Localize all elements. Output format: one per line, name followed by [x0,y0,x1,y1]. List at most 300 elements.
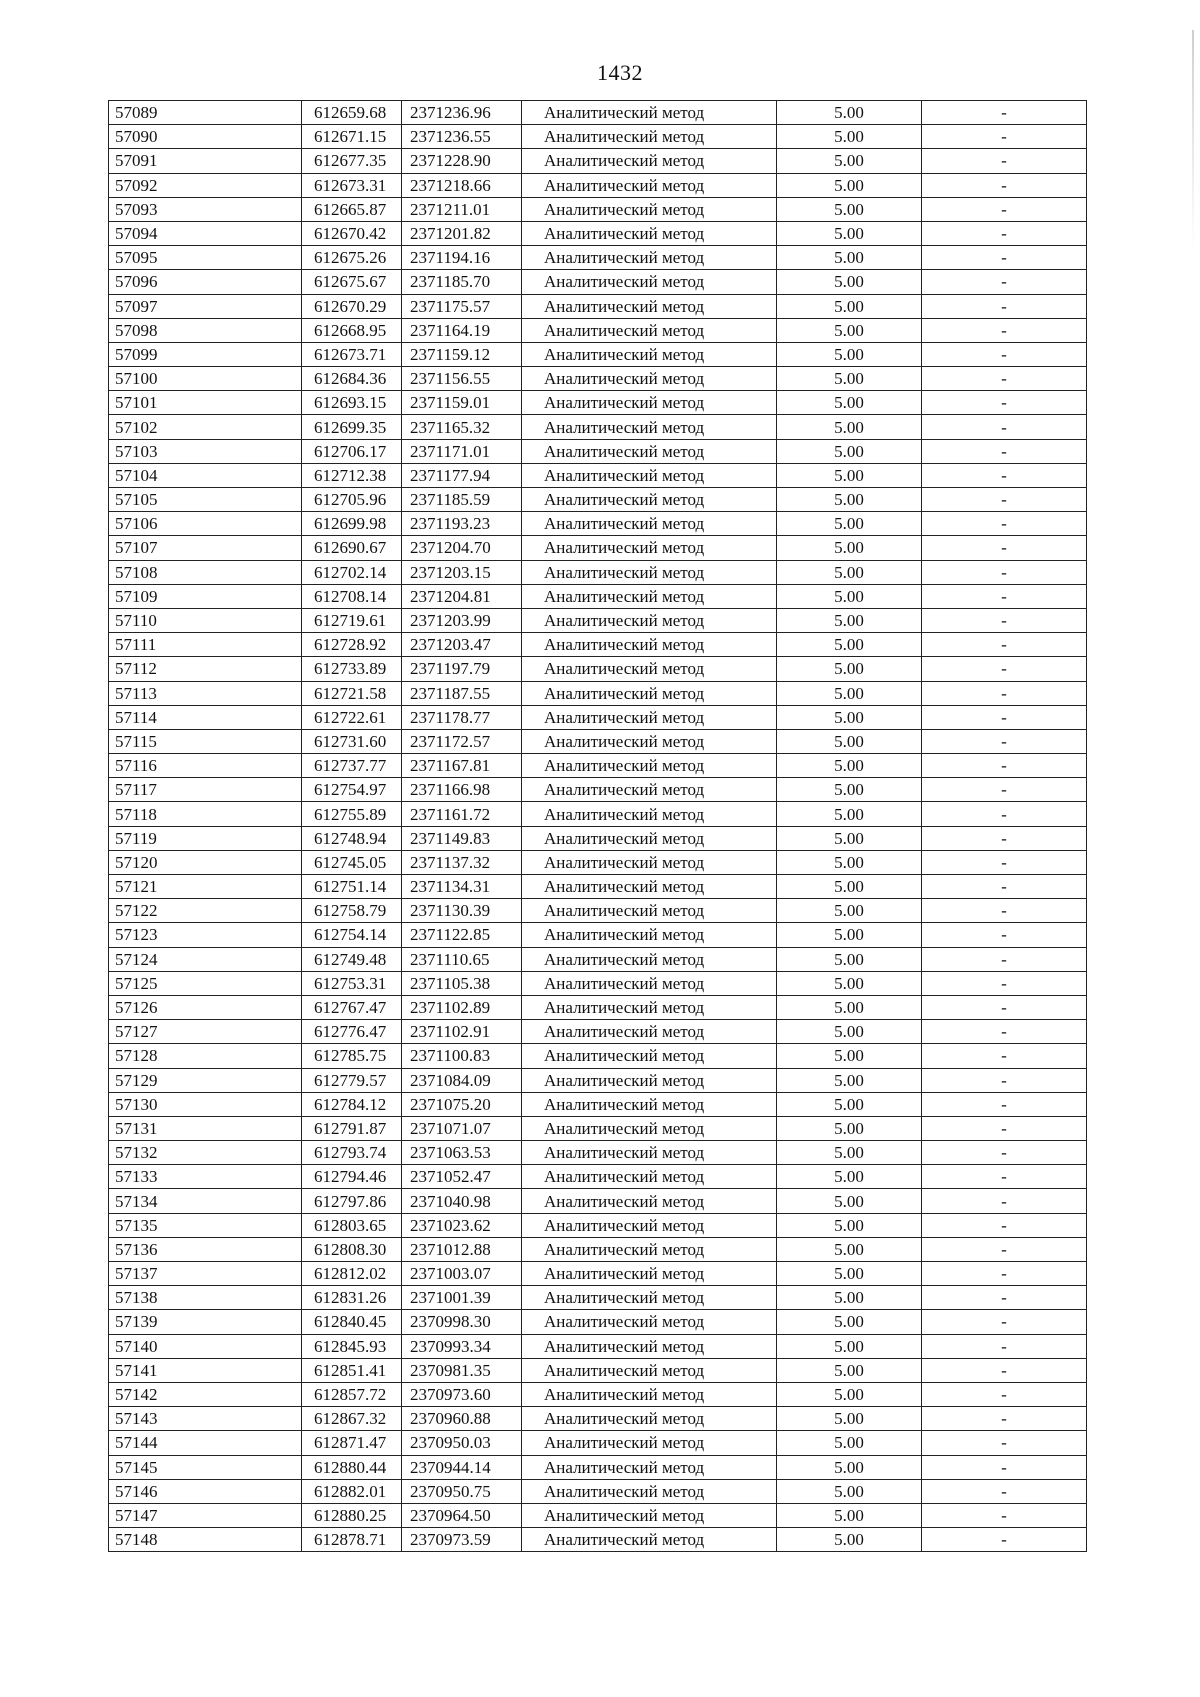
point-number-cell: 57106 [109,512,302,536]
method-cell: Аналитический метод [522,488,777,512]
accuracy-cell: 5.00 [777,101,922,125]
y-coordinate-cell: 2371218.66 [402,173,522,197]
table-row [109,512,1087,536]
y-coordinate-cell: 2370944.14 [402,1455,522,1479]
point-number-cell: 57135 [109,1213,302,1237]
note-cell: - [922,125,1087,149]
point-number-cell: 57116 [109,754,302,778]
accuracy-cell: 5.00 [777,173,922,197]
method-cell: Аналитический метод [522,197,777,221]
note-cell: - [922,1262,1087,1286]
table-row [109,1286,1087,1310]
table-row [109,101,1087,125]
note-cell: - [922,342,1087,366]
accuracy-cell: 5.00 [777,1165,922,1189]
method-cell: Аналитический метод [522,1431,777,1455]
x-coordinate-cell: 612867.32 [302,1407,402,1431]
accuracy-cell: 5.00 [777,294,922,318]
y-coordinate-cell: 2370993.34 [402,1334,522,1358]
accuracy-cell: 5.00 [777,1310,922,1334]
point-number-cell: 57144 [109,1431,302,1455]
method-cell: Аналитический метод [522,705,777,729]
note-cell: - [922,899,1087,923]
table-row [109,1455,1087,1479]
method-cell: Аналитический метод [522,125,777,149]
method-cell: Аналитический метод [522,173,777,197]
x-coordinate-cell: 612670.42 [302,221,402,245]
point-number-cell: 57109 [109,584,302,608]
point-number-cell: 57094 [109,221,302,245]
table-row [109,923,1087,947]
method-cell: Аналитический метод [522,802,777,826]
point-number-cell: 57104 [109,463,302,487]
method-cell: Аналитический метод [522,318,777,342]
x-coordinate-cell: 612721.58 [302,681,402,705]
point-number-cell: 57129 [109,1068,302,1092]
note-cell: - [922,367,1087,391]
point-number-cell: 57091 [109,149,302,173]
y-coordinate-cell: 2371164.19 [402,318,522,342]
y-coordinate-cell: 2371178.77 [402,705,522,729]
note-cell: - [922,294,1087,318]
point-number-cell: 57126 [109,995,302,1019]
table-row [109,971,1087,995]
method-cell: Аналитический метод [522,221,777,245]
point-number-cell: 57136 [109,1237,302,1261]
x-coordinate-cell: 612779.57 [302,1068,402,1092]
accuracy-cell: 5.00 [777,705,922,729]
table-row [109,1165,1087,1189]
method-cell: Аналитический метод [522,246,777,270]
y-coordinate-cell: 2371167.81 [402,754,522,778]
table-row [109,560,1087,584]
y-coordinate-cell: 2371122.85 [402,923,522,947]
method-cell: Аналитический метод [522,1382,777,1406]
point-number-cell: 57113 [109,681,302,705]
y-coordinate-cell: 2371194.16 [402,246,522,270]
x-coordinate-cell: 612690.67 [302,536,402,560]
method-cell: Аналитический метод [522,270,777,294]
method-cell: Аналитический метод [522,681,777,705]
accuracy-cell: 5.00 [777,342,922,366]
x-coordinate-cell: 612785.75 [302,1044,402,1068]
accuracy-cell: 5.00 [777,1237,922,1261]
note-cell: - [922,1310,1087,1334]
accuracy-cell: 5.00 [777,633,922,657]
point-number-cell: 57101 [109,391,302,415]
point-number-cell: 57098 [109,318,302,342]
y-coordinate-cell: 2370964.50 [402,1503,522,1527]
point-number-cell: 57095 [109,246,302,270]
x-coordinate-cell: 612722.61 [302,705,402,729]
table-row [109,1334,1087,1358]
y-coordinate-cell: 2371110.65 [402,947,522,971]
table-row [109,1237,1087,1261]
x-coordinate-cell: 612753.31 [302,971,402,995]
point-number-cell: 57119 [109,826,302,850]
table-row [109,439,1087,463]
table-row [109,608,1087,632]
point-number-cell: 57117 [109,778,302,802]
x-coordinate-cell: 612831.26 [302,1286,402,1310]
y-coordinate-cell: 2371156.55 [402,367,522,391]
x-coordinate-cell: 612882.01 [302,1479,402,1503]
table-row [109,729,1087,753]
table-row [109,1528,1087,1552]
y-coordinate-cell: 2371185.59 [402,488,522,512]
x-coordinate-cell: 612673.31 [302,173,402,197]
accuracy-cell: 5.00 [777,995,922,1019]
accuracy-cell: 5.00 [777,149,922,173]
x-coordinate-cell: 612871.47 [302,1431,402,1455]
accuracy-cell: 5.00 [777,1479,922,1503]
method-cell: Аналитический метод [522,923,777,947]
y-coordinate-cell: 2371185.70 [402,270,522,294]
table-row [109,1044,1087,1068]
note-cell: - [922,173,1087,197]
note-cell: - [922,802,1087,826]
x-coordinate-cell: 612675.67 [302,270,402,294]
point-number-cell: 57103 [109,439,302,463]
accuracy-cell: 5.00 [777,221,922,245]
method-cell: Аналитический метод [522,439,777,463]
accuracy-cell: 5.00 [777,1213,922,1237]
method-cell: Аналитический метод [522,294,777,318]
y-coordinate-cell: 2371203.99 [402,608,522,632]
table-row [109,633,1087,657]
table-row [109,1407,1087,1431]
x-coordinate-cell: 612728.92 [302,633,402,657]
y-coordinate-cell: 2371204.81 [402,584,522,608]
y-coordinate-cell: 2371012.88 [402,1237,522,1261]
note-cell: - [922,463,1087,487]
point-number-cell: 57121 [109,875,302,899]
y-coordinate-cell: 2371102.89 [402,995,522,1019]
point-number-cell: 57089 [109,101,302,125]
method-cell: Аналитический метод [522,1455,777,1479]
method-cell: Аналитический метод [522,1116,777,1140]
y-coordinate-cell: 2371100.83 [402,1044,522,1068]
point-number-cell: 57125 [109,971,302,995]
table-row [109,657,1087,681]
note-cell: - [922,1068,1087,1092]
note-cell: - [922,1382,1087,1406]
x-coordinate-cell: 612708.14 [302,584,402,608]
accuracy-cell: 5.00 [777,1092,922,1116]
table-row [109,221,1087,245]
accuracy-cell: 5.00 [777,536,922,560]
x-coordinate-cell: 612702.14 [302,560,402,584]
method-cell: Аналитический метод [522,995,777,1019]
method-cell: Аналитический метод [522,875,777,899]
table-row [109,754,1087,778]
accuracy-cell: 5.00 [777,608,922,632]
method-cell: Аналитический метод [522,971,777,995]
x-coordinate-cell: 612754.14 [302,923,402,947]
y-coordinate-cell: 2370998.30 [402,1310,522,1334]
accuracy-cell: 5.00 [777,947,922,971]
y-coordinate-cell: 2371134.31 [402,875,522,899]
point-number-cell: 57145 [109,1455,302,1479]
accuracy-cell: 5.00 [777,415,922,439]
table-row [109,318,1087,342]
x-coordinate-cell: 612758.79 [302,899,402,923]
note-cell: - [922,536,1087,560]
method-cell: Аналитический метод [522,899,777,923]
x-coordinate-cell: 612797.86 [302,1189,402,1213]
method-cell: Аналитический метод [522,101,777,125]
note-cell: - [922,754,1087,778]
y-coordinate-cell: 2371203.47 [402,633,522,657]
x-coordinate-cell: 612767.47 [302,995,402,1019]
x-coordinate-cell: 612755.89 [302,802,402,826]
x-coordinate-cell: 612794.46 [302,1165,402,1189]
x-coordinate-cell: 612748.94 [302,826,402,850]
note-cell: - [922,1358,1087,1382]
table-row [109,826,1087,850]
accuracy-cell: 5.00 [777,1358,922,1382]
note-cell: - [922,1455,1087,1479]
x-coordinate-cell: 612784.12 [302,1092,402,1116]
accuracy-cell: 5.00 [777,1503,922,1527]
x-coordinate-cell: 612668.95 [302,318,402,342]
point-number-cell: 57096 [109,270,302,294]
table-row [109,270,1087,294]
note-cell: - [922,1334,1087,1358]
table-row [109,584,1087,608]
accuracy-cell: 5.00 [777,875,922,899]
point-number-cell: 57105 [109,488,302,512]
scan-edge-mark [1192,30,1194,250]
note-cell: - [922,1431,1087,1455]
note-cell: - [922,923,1087,947]
x-coordinate-cell: 612671.15 [302,125,402,149]
method-cell: Аналитический метод [522,657,777,681]
x-coordinate-cell: 612749.48 [302,947,402,971]
note-cell: - [922,391,1087,415]
accuracy-cell: 5.00 [777,899,922,923]
note-cell: - [922,1407,1087,1431]
note-cell: - [922,633,1087,657]
x-coordinate-cell: 612699.35 [302,415,402,439]
accuracy-cell: 5.00 [777,1068,922,1092]
accuracy-cell: 5.00 [777,1382,922,1406]
note-cell: - [922,221,1087,245]
y-coordinate-cell: 2370960.88 [402,1407,522,1431]
y-coordinate-cell: 2371003.07 [402,1262,522,1286]
y-coordinate-cell: 2370973.60 [402,1382,522,1406]
method-cell: Аналитический метод [522,633,777,657]
table-row [109,173,1087,197]
table-row [109,536,1087,560]
accuracy-cell: 5.00 [777,488,922,512]
accuracy-cell: 5.00 [777,681,922,705]
accuracy-cell: 5.00 [777,197,922,221]
note-cell: - [922,512,1087,536]
x-coordinate-cell: 612665.87 [302,197,402,221]
x-coordinate-cell: 612659.68 [302,101,402,125]
point-number-cell: 57114 [109,705,302,729]
accuracy-cell: 5.00 [777,463,922,487]
table-row [109,1262,1087,1286]
note-cell: - [922,1237,1087,1261]
point-number-cell: 57102 [109,415,302,439]
point-number-cell: 57124 [109,947,302,971]
accuracy-cell: 5.00 [777,439,922,463]
note-cell: - [922,415,1087,439]
y-coordinate-cell: 2371071.07 [402,1116,522,1140]
x-coordinate-cell: 612880.25 [302,1503,402,1527]
method-cell: Аналитический метод [522,1141,777,1165]
accuracy-cell: 5.00 [777,1044,922,1068]
table-row [109,778,1087,802]
x-coordinate-cell: 612675.26 [302,246,402,270]
method-cell: Аналитический метод [522,1528,777,1552]
point-number-cell: 57111 [109,633,302,657]
y-coordinate-cell: 2370981.35 [402,1358,522,1382]
table-row [109,197,1087,221]
note-cell: - [922,1528,1087,1552]
method-cell: Аналитический метод [522,754,777,778]
x-coordinate-cell: 612719.61 [302,608,402,632]
note-cell: - [922,971,1087,995]
point-number-cell: 57108 [109,560,302,584]
method-cell: Аналитический метод [522,536,777,560]
accuracy-cell: 5.00 [777,754,922,778]
accuracy-cell: 5.00 [777,1189,922,1213]
method-cell: Аналитический метод [522,1165,777,1189]
method-cell: Аналитический метод [522,149,777,173]
x-coordinate-cell: 612731.60 [302,729,402,753]
note-cell: - [922,1141,1087,1165]
table-row [109,1092,1087,1116]
point-number-cell: 57133 [109,1165,302,1189]
accuracy-cell: 5.00 [777,1431,922,1455]
y-coordinate-cell: 2371023.62 [402,1213,522,1237]
x-coordinate-cell: 612745.05 [302,850,402,874]
table-row [109,246,1087,270]
x-coordinate-cell: 612673.71 [302,342,402,366]
y-coordinate-cell: 2371159.12 [402,342,522,366]
method-cell: Аналитический метод [522,1286,777,1310]
x-coordinate-cell: 612712.38 [302,463,402,487]
coordinates-table [108,100,1087,1552]
accuracy-cell: 5.00 [777,1141,922,1165]
y-coordinate-cell: 2371052.47 [402,1165,522,1189]
y-coordinate-cell: 2371175.57 [402,294,522,318]
y-coordinate-cell: 2371084.09 [402,1068,522,1092]
table-row [109,850,1087,874]
method-cell: Аналитический метод [522,850,777,874]
table-row [109,294,1087,318]
table-row [109,125,1087,149]
y-coordinate-cell: 2371075.20 [402,1092,522,1116]
point-number-cell: 57100 [109,367,302,391]
y-coordinate-cell: 2371166.98 [402,778,522,802]
method-cell: Аналитический метод [522,1334,777,1358]
x-coordinate-cell: 612845.93 [302,1334,402,1358]
x-coordinate-cell: 612684.36 [302,367,402,391]
method-cell: Аналитический метод [522,342,777,366]
point-number-cell: 57143 [109,1407,302,1431]
table-row [109,802,1087,826]
point-number-cell: 57146 [109,1479,302,1503]
x-coordinate-cell: 612705.96 [302,488,402,512]
point-number-cell: 57140 [109,1334,302,1358]
point-number-cell: 57093 [109,197,302,221]
method-cell: Аналитический метод [522,367,777,391]
method-cell: Аналитический метод [522,1189,777,1213]
x-coordinate-cell: 612699.98 [302,512,402,536]
y-coordinate-cell: 2371001.39 [402,1286,522,1310]
y-coordinate-cell: 2371040.98 [402,1189,522,1213]
y-coordinate-cell: 2371197.79 [402,657,522,681]
y-coordinate-cell: 2371203.15 [402,560,522,584]
table-row [109,488,1087,512]
accuracy-cell: 5.00 [777,318,922,342]
accuracy-cell: 5.00 [777,1116,922,1140]
y-coordinate-cell: 2371204.70 [402,536,522,560]
method-cell: Аналитический метод [522,415,777,439]
point-number-cell: 57090 [109,125,302,149]
coordinates-table-body [109,101,1087,1552]
point-number-cell: 57148 [109,1528,302,1552]
y-coordinate-cell: 2370950.75 [402,1479,522,1503]
point-number-cell: 57137 [109,1262,302,1286]
x-coordinate-cell: 612733.89 [302,657,402,681]
note-cell: - [922,584,1087,608]
note-cell: - [922,1503,1087,1527]
accuracy-cell: 5.00 [777,270,922,294]
y-coordinate-cell: 2371165.32 [402,415,522,439]
note-cell: - [922,826,1087,850]
note-cell: - [922,995,1087,1019]
method-cell: Аналитический метод [522,1310,777,1334]
y-coordinate-cell: 2371201.82 [402,221,522,245]
x-coordinate-cell: 612791.87 [302,1116,402,1140]
point-number-cell: 57110 [109,608,302,632]
note-cell: - [922,850,1087,874]
note-cell: - [922,560,1087,584]
y-coordinate-cell: 2371137.32 [402,850,522,874]
y-coordinate-cell: 2371187.55 [402,681,522,705]
accuracy-cell: 5.00 [777,1262,922,1286]
table-row [109,1503,1087,1527]
point-number-cell: 57139 [109,1310,302,1334]
method-cell: Аналитический метод [522,1044,777,1068]
y-coordinate-cell: 2371193.23 [402,512,522,536]
x-coordinate-cell: 612840.45 [302,1310,402,1334]
table-row [109,367,1087,391]
point-number-cell: 57118 [109,802,302,826]
accuracy-cell: 5.00 [777,512,922,536]
method-cell: Аналитический метод [522,608,777,632]
point-number-cell: 57092 [109,173,302,197]
table-row [109,947,1087,971]
point-number-cell: 57142 [109,1382,302,1406]
x-coordinate-cell: 612670.29 [302,294,402,318]
method-cell: Аналитический метод [522,512,777,536]
x-coordinate-cell: 612851.41 [302,1358,402,1382]
point-number-cell: 57131 [109,1116,302,1140]
method-cell: Аналитический метод [522,1503,777,1527]
y-coordinate-cell: 2371105.38 [402,971,522,995]
note-cell: - [922,729,1087,753]
accuracy-cell: 5.00 [777,971,922,995]
accuracy-cell: 5.00 [777,584,922,608]
y-coordinate-cell: 2371149.83 [402,826,522,850]
method-cell: Аналитический метод [522,584,777,608]
